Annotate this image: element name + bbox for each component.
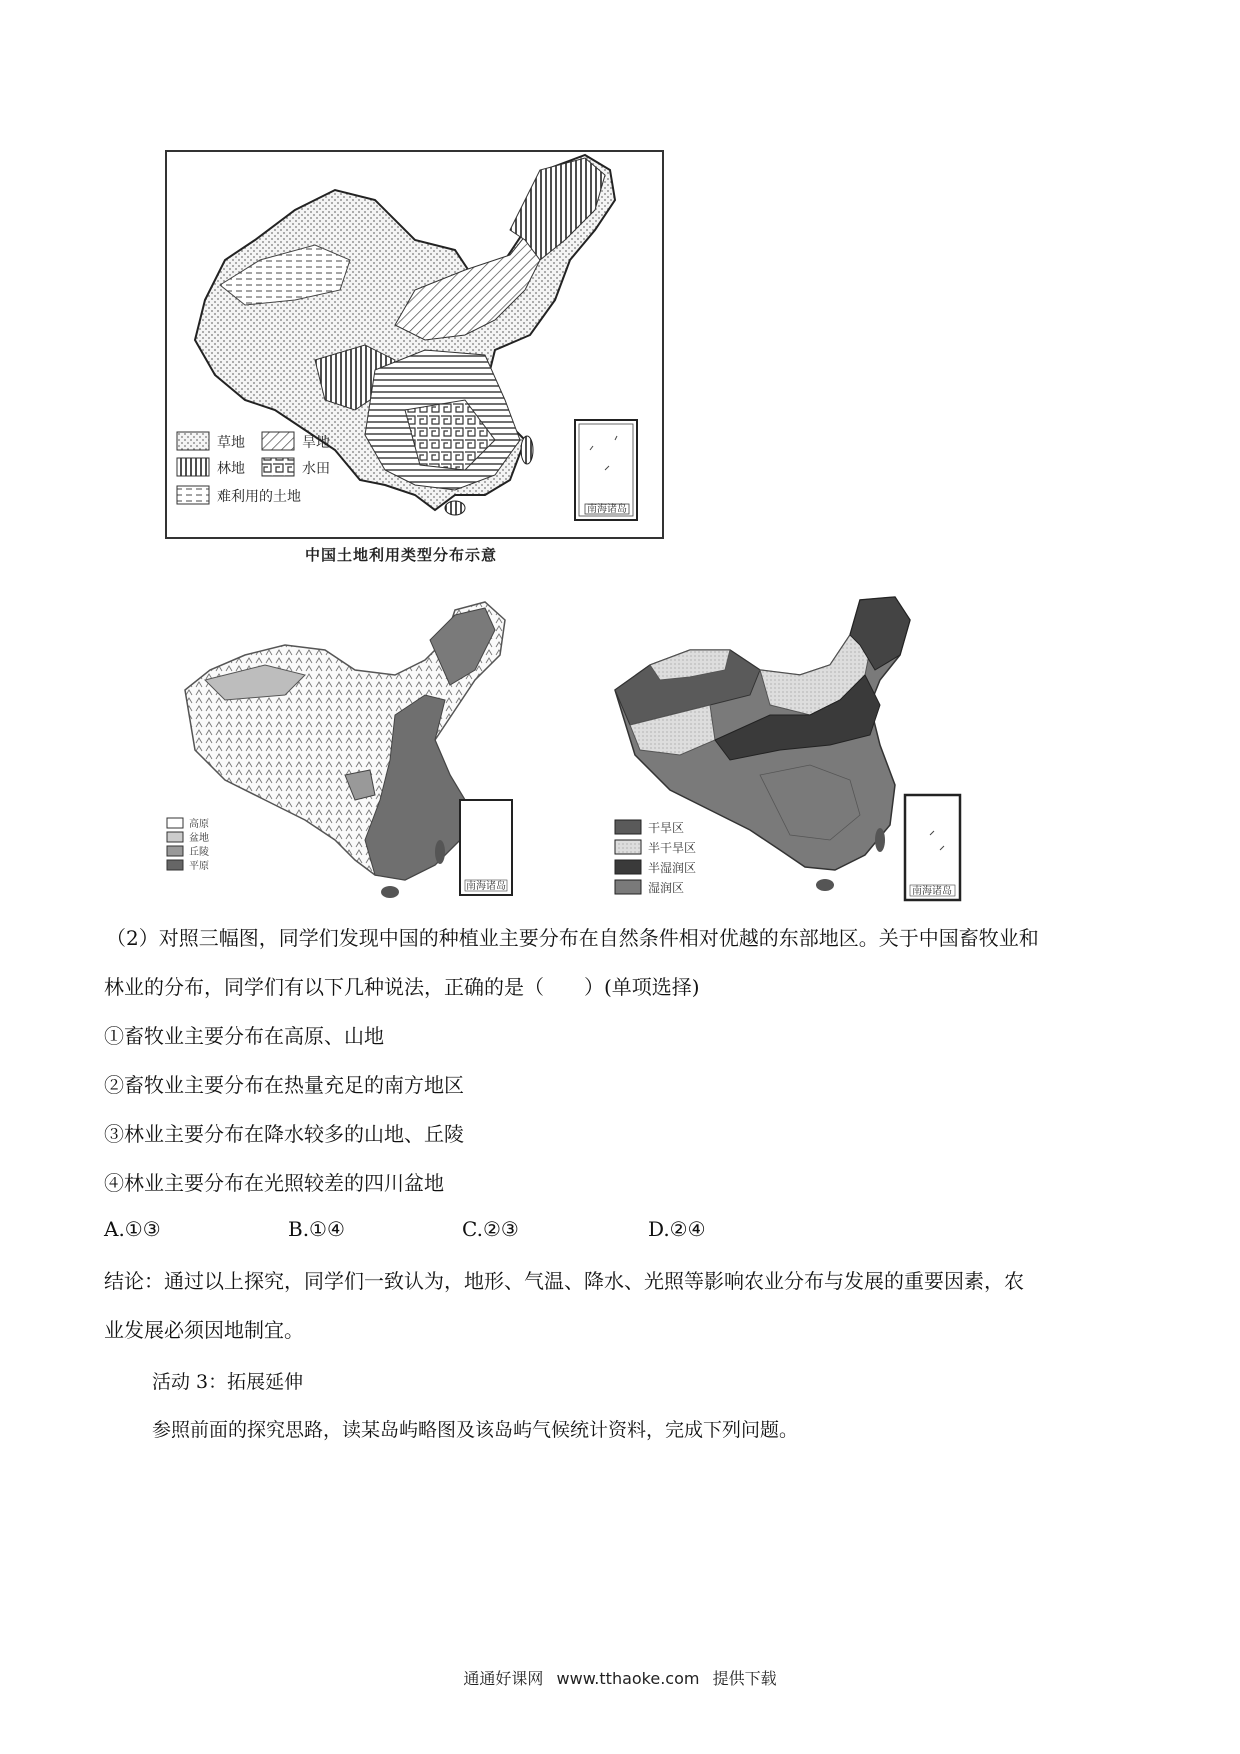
map1-inset-label: 南海诸岛 [587, 504, 627, 515]
legend-paddy: 水田 [302, 461, 330, 477]
terrain-map [165, 600, 585, 905]
footer-suffix: 提供下载 [712, 1669, 777, 1688]
legend-hills: 丘陵 [189, 847, 209, 858]
option-d: D.②④ [648, 1217, 706, 1241]
legend-forest: 林地 [217, 461, 245, 477]
statement-3: ③林业主要分布在降水较多的山地、丘陵 [104, 1122, 464, 1146]
legend-humid: 湿润区 [648, 881, 685, 895]
statement-1: ①畜牧业主要分布在高原、山地 [104, 1024, 384, 1048]
footer-url[interactable]: www.tthaoke.com [556, 1669, 700, 1688]
legend-dryland: 旱地 [302, 435, 330, 451]
footer-site-name: 通通好课网 [463, 1669, 544, 1688]
map3-inset [905, 795, 960, 900]
activity-title: 活动 3：拓展延伸 [152, 1371, 304, 1393]
conclusion-line-2: 业发展必须因地制宜。 [104, 1318, 304, 1342]
south-sea-inset [575, 420, 637, 520]
legend-unusable: 难利用的土地 [217, 489, 301, 505]
map3-legend [615, 820, 696, 895]
map2-inset-label: 南海诸岛 [466, 881, 506, 892]
map2-inset [460, 800, 512, 895]
legend-arid: 干旱区 [648, 821, 685, 835]
legend-plateau: 高原 [189, 819, 209, 830]
option-c: C.②③ [462, 1217, 519, 1241]
footer [0, 1666, 1240, 1689]
legend-grassland: 草地 [217, 435, 245, 451]
legend-semi-humid: 半湿润区 [648, 861, 697, 875]
option-b: B.①④ [288, 1217, 345, 1241]
statement-2: ②畜牧业主要分布在热量充足的南方地区 [104, 1073, 464, 1097]
map3-inset-label: 南海诸岛 [912, 886, 952, 897]
option-a: A.①③ [104, 1217, 161, 1241]
dry-wet-map [610, 595, 1020, 910]
question-line-2: 林业的分布，同学们有以下几种说法，正确的是（ ）(单项选择) [104, 975, 700, 999]
legend-plain: 平原 [189, 861, 209, 872]
land-use-map [165, 150, 665, 540]
map1-caption: 中国土地利用类型分布示意 [305, 546, 498, 564]
question-line-1: （2）对照三幅图，同学们发现中国的种植业主要分布在自然条件相对优越的东部地区。关于中国畜牧业和 [106, 926, 1039, 950]
activity-text: 参照前面的探究思路，读某岛屿略图及该岛屿气候统计资料，完成下列问题。 [152, 1419, 799, 1441]
legend-semi-arid: 半干旱区 [648, 841, 697, 855]
legend-basin: 盆地 [189, 833, 209, 844]
map2-legend [167, 817, 209, 872]
conclusion-line-1: 结论：通过以上探究，同学们一致认为，地形、气温、降水、光照等影响农业分布与发展的重要因素，农 [104, 1269, 1024, 1293]
statement-4: ④林业主要分布在光照较差的四川盆地 [104, 1171, 444, 1195]
